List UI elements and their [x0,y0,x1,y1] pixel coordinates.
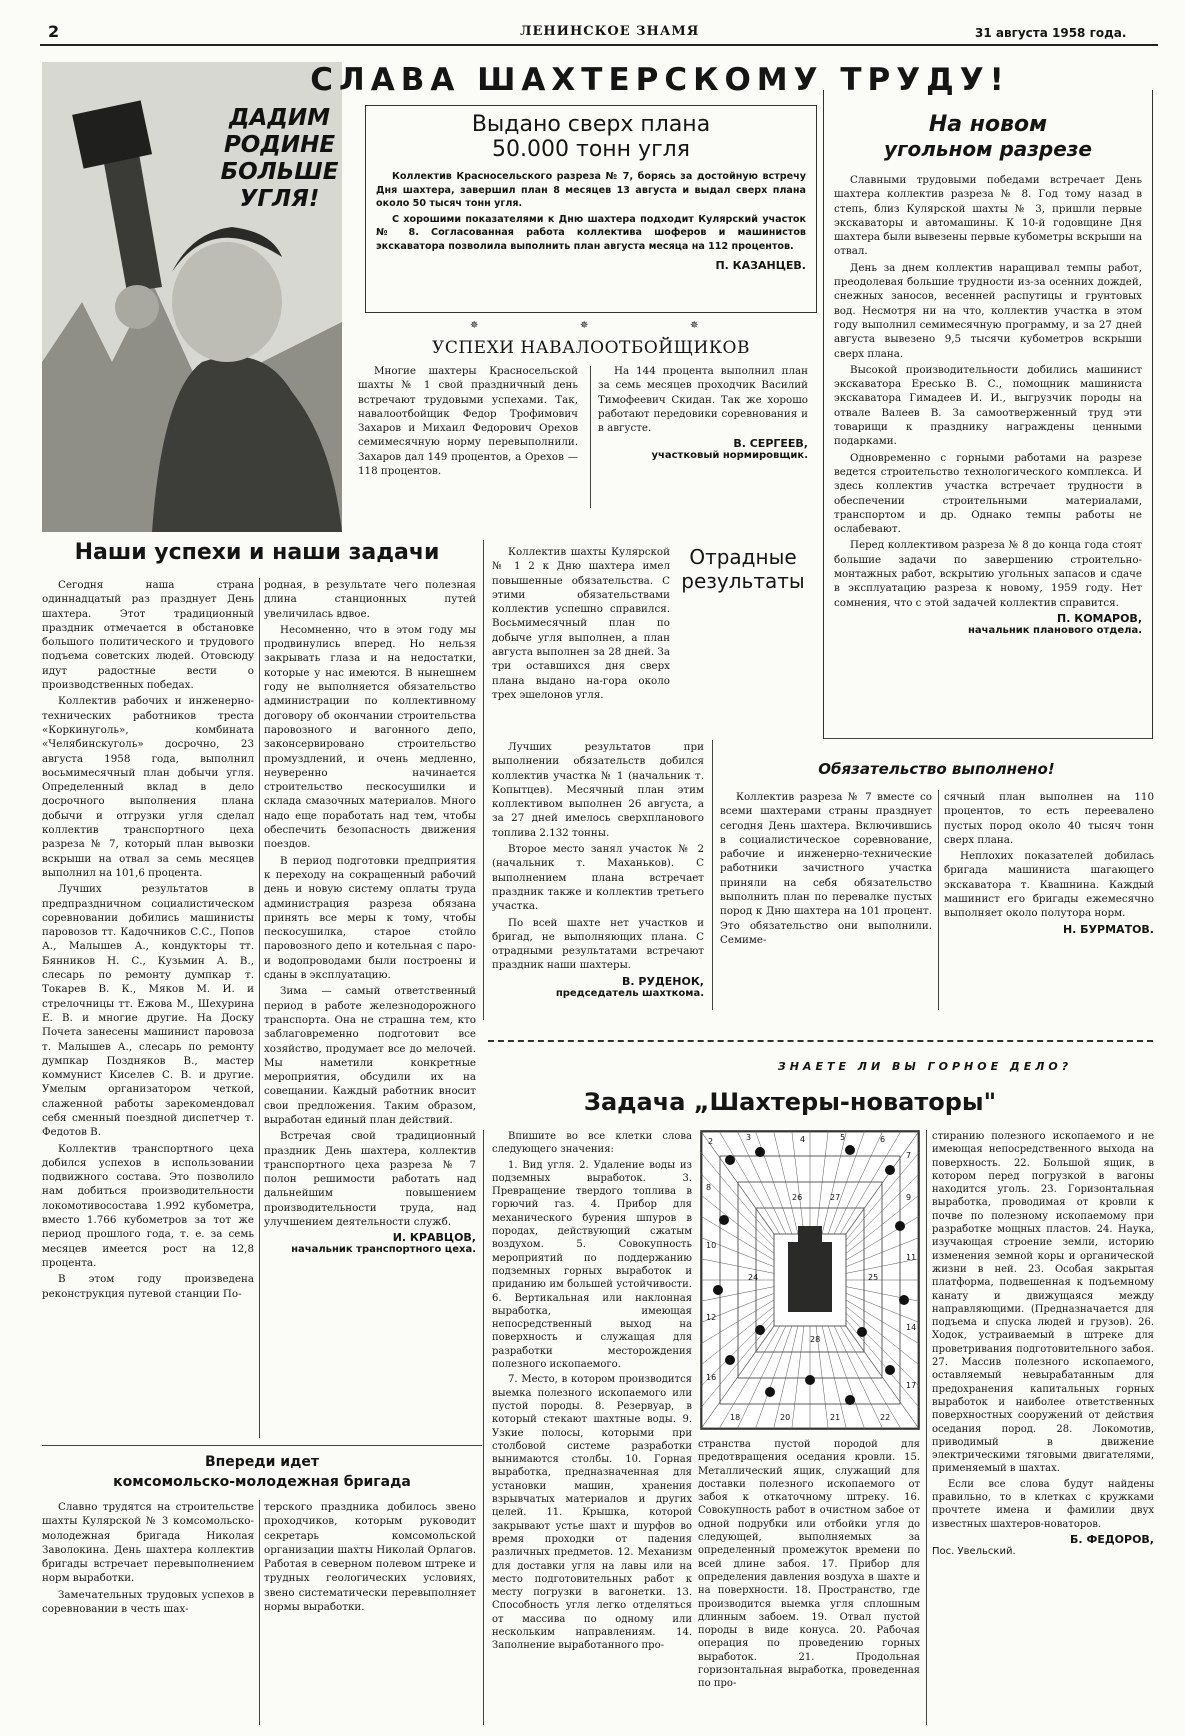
crossword-cell-number: 11 [906,1253,917,1262]
headframe-silhouette [788,1242,832,1312]
article-successes-col1 [42,578,254,1303]
article-successes-title: Наши успехи и наши задачи [74,540,440,565]
crossword-marked-cell [725,1355,735,1365]
star-separator: ✵ [690,320,699,331]
article-obligation-col1 [720,790,932,949]
crossword-cell-number: 16 [706,1373,717,1382]
article-successes-para: В этом году произведена реконструкция путевой станции По- [42,1273,254,1300]
crossword-cell-number: 28 [810,1335,821,1344]
crossword-cell-number: 7 [906,1151,912,1160]
column-rule [259,578,260,1438]
article-gratifying-signature: В. РУДЕНОК, [622,974,704,988]
article-obligation-text: Коллектив разреза № 7 вместе со всеми шахтерами страны празднует сегодня День шахтера. Включившись в социалистическое соревнование, рабочие и инженерно-технические работники зачистного участка приняли на себя обязательство выполнить план по перевалке пустых пород к Дню шахтера на 101 процент. Это обязательство они выполнили. Семиме- [720,791,932,946]
crossword-marked-cell [805,1375,815,1385]
crossword-marked-cell [845,1145,855,1155]
article-new-pit-title-2: угольном разрезе [884,137,1092,161]
crossword-cell-number: 2 [708,1137,714,1146]
article-gratifying-title-1: Отрадные [689,545,797,569]
crossword-drawing [700,1130,920,1430]
column-rule [938,790,939,1010]
crossword-cell-number: 25 [868,1273,879,1282]
puzzle-signature: Б. ФЕДОРОВ, [1070,1532,1154,1546]
headframe-top [798,1226,822,1244]
section-rule [42,1445,482,1446]
article-brigade-col2 [264,1500,476,1616]
article-new-pit-signature: П. КОМАРОВ, [1057,611,1142,625]
article-gratifying-body [492,740,704,999]
puzzle-col3 [932,1130,1154,1557]
article-brigade-title-2: комсомольско-молодежная бригада [113,1474,411,1490]
puzzle-clues: 7. Место, в котором производится выемка полезного ископаемого или пустой породы. 8. Резервуар, в который стекают шахтные воды. 9. Узкие полосы, которыми при столбовой системе разработки вынимаются столбы. 10. Горная выработка, предназначенная для установки машин, хранения взрывчатых материалов и других целей. 11. Крышка, которой закрывают устье шахт и шурфов во время проходки от падения различных предметов. 12. Механизм для доставки угля на лавы или на место подготовительных работ к месту погрузки в вагонетки. 13. Способность угля легко отделяться от массива по одному или нескольким направлениям. 14. Заполнение выработанного про- [492,1374,692,1652]
crossword-marked-cell [765,1387,775,1397]
slogan-line-1: ДАДИМ [229,105,330,131]
puzzle-col2 [698,1438,920,1693]
crossword-cell-number: 6 [880,1135,886,1144]
slogan-line-2: РОДИНЕ [223,132,336,158]
article-new-pit-para: День за днем коллектив наращивал темпы работ, преодолевая большие трудности из-за осенних дождей, снежных заносов, весенней распутицы и грунтовых вод. Несмотря ни на что, коллектив участка в этом году выполнил семимесячную программу, и за 27 дней августа вывезено 9,5 тысячи кубометров вскрыши сверх плана. [834,261,1142,360]
puzzle-signature-place: Пос. Увельский. [932,1545,1016,1557]
article-successes-para: Встречая свой традиционный праздник День шахтера, коллектив транспортного цеха разреза № 7 полон решимости работать над дальнейшим повышением производительности труда, над улучшением деятельности служб. [264,1130,476,1229]
column-rule [259,1500,260,1725]
crossword-marked-cell [899,1295,909,1305]
article-successes-para: Лучших результатов в предпраздничном социалистическом соревновании добились машинисты паровозов тт. Кадочников С.С., Попов А., Малышев А., кондукторы тт. Бянников Н. С., Кузьмин А. В., слесарь по ремонту думпкар т. Токарев В. К., Мяков М. И. и стрелочницы тт. Ежова М., Шехурина Е. В. и многие другие. На Доску Почета занесены машинист паровоза т. Малышев А., слесарь по ремонту думпкар Поздняков В., мастер коммунист Киселев С. В. и другие. Умелым организатором четкой, слаженной работы зарекомендовал себя сменный поездной диспетчер т. Федотов В. [42,883,254,1139]
article-overfulfilled-title-1: Выдано сверх плана [471,112,711,137]
puzzle-title: Задача „Шахтеры-новаторы" [583,1088,997,1116]
header-rule [40,44,1158,46]
puzzle-col1 [492,1130,692,1655]
article-brigade-col1 [42,1500,254,1618]
star-separator: ✵ [580,320,589,331]
crossword-cell-number: 22 [880,1413,891,1422]
issue-date: 31 августа 1958 года. [975,26,1127,40]
article-obligation-text: Неплохих показателей добилась бригада машиниста шагающего экскаватора т. Квашнина. Каждый машинист его бригады ежемесячно выполняет около полутора норм. [944,850,1154,920]
article-navaloot-signature: В. СЕРГЕЕВ, [733,437,808,451]
article-obligation-col2 [944,790,1154,936]
crossword-cell-number: 8 [706,1183,712,1192]
crossword-grid [700,1130,920,1430]
article-successes-col2 [264,578,476,1255]
puzzle-kicker: ЗНАЕТЕ ЛИ ВЫ ГОРНОЕ ДЕЛО? [777,1060,1073,1073]
article-navaloot-text: Многие шахтеры Красносельской шахты № 1 свой праздничный день встречают трудовыми успехами. Так, навалоотбойщик Федор Трофимович Захаров и Михаил Федорович Орехов семимесячную норму перевыполнили. Захаров дал 149 процентов, а Орехов — 118 процентов. [358,365,578,478]
article-successes-para: Коллектив транспортного цеха добился успехов в использовании подвижного состава. Это позволило нам добиться производительности локомотивосостава 1.992 кубометра, вместо 1.766 кубометров за тот же период прошлого года, т. е. за семь месяцев имеется рост на 12,8 процента. [42,1142,254,1269]
article-new-pit-para: Славными трудовыми победами встречает День шахтера коллектив разреза № 8. Год тому назад в степь, близ Кулярской шахты № 3, пришли первые экскаваторы и автомашины. К 10-й годовщине Дня шахтера были вывезены первые кубометры вскрыши на отвал. [834,174,1142,258]
crossword-cell-number: 24 [748,1273,759,1282]
article-obligation-title: Обязательство выполнено! [818,760,1055,778]
puzzle-clues: странства пустой породой для предотвращения оседания кровли. 15. Металлический ящик, служащий для доставки полезного ископаемого от забоя к откаточному штреку. 16. Совокупность работ в очистном забое от одной подрубки или отбойки угля до следующей, выполняемых за определенный промежуток времени по всей длине забоя. 17. Прибор для определения давления воздуха в шахте и на поверхности. 18. Пространство, где производится выемка угля сплошным длинным забоем. 19. Отвал пустой породы в виде конуса. 20. Рабочая операция по проведению горных выработок. 21. Продольная горизонтальная выработка, проведенная по про- [698,1439,920,1690]
article-gratifying [492,545,812,704]
crossword-marked-cell [885,1365,895,1375]
article-gratifying-para: По всей шахте нет участков и бригад, не выполняющих плана. С отрадными результатами встречают праздник наши шахтеры. [492,916,704,972]
crossword-cell-number: 12 [706,1313,717,1322]
article-new-pit [823,90,1153,738]
crossword-cell-number: 5 [840,1133,846,1142]
crossword-marked-cell [845,1395,855,1405]
crossword-cell-number: 14 [906,1323,917,1332]
article-successes-para: В период подготовки предприятия к переходу на сокращенный рабочий день и новую систему оплаты труда администрация разреза обязана принять все меры к тому, чтобы пескосушилка, старое стойло паровозного депо и котельная с паро- и водопроводами были построены и сданы в эксплуатацию. [264,854,476,982]
crossword-cell-number: 4 [800,1135,806,1144]
section-separator [488,1040,1153,1042]
article-new-pit-signature-title: начальник планового отдела. [967,624,1142,636]
article-successes-para: родная, в результате чего полезная длина станционных путей увеличилась вдвое. [264,579,476,620]
article-successes-signature-title: начальник транспортного цеха. [291,1244,476,1256]
article-successes-para: Зима — самый ответственный период в работе железнодорожного транспорта. Она не страшна тем, кто заблаговременно подготовит все хозяйство, продумает все до мелочей. Мы наметили конкретные мероприятия, обсудили их на совещании. Каждый работник вносит свои предложения. Таким образом, выработан единый план действий. [264,985,476,1126]
page-banner: СЛАВА ШАХТЕРСКОМУ ТРУДУ! [310,62,1010,98]
column-rule [712,740,713,1010]
slogan-line-4: УГЛЯ! [239,186,320,212]
page-number: 2 [48,22,60,41]
crossword-cell-number: 3 [746,1133,752,1142]
article-successes-para: Коллектив рабочих и инженерно-технических работников треста «Коркинуголь», комбината «Челябинскуголь» досрочно, 23 августа 1958 года, выполнил восьмимесячный план добычи угля. Определенный вклад в дело досрочного выполнения плана добычи и отгрузки угля сделал коллектив транспортного цеха разреза № 7, который план вывозки вскрыши на отвал за семь месяцев выполнил на 101,6 процента. [42,695,254,879]
article-successes-para: Несомненно, что в этом году мы продвинулись вперед. Но нельзя закрывать глаза и на недостатки, которые у нас имеются. В нынешнем году не выполняется обязательство администрации по коллективному договору об окончании строительства паровозного и вагонного депо, законсервировано строительство промуздлений, и очень медленно, неуверенно начинается строительство пескосушилки и склада смазочных материалов. Много надо еще поработать над тем, чтобы обеспечить безопасность движения поездов. [264,623,476,851]
article-new-pit-title-1: На новом [928,112,1048,137]
article-navaloot-col1 [358,364,578,480]
article-gratifying-lead: Коллектив шахты Кулярской № 1 2 к Дню шахтера имел повышенные обязательства. С этими обязательствами коллектив успешно справился. Восьмимесячный план по добыче угля выполнен, а план августа выполнен за 28 дней. За три оставшихся дня сверх плана выдано на-гора около трех эшелонов угля. [492,546,670,701]
crossword-cell-number: 10 [706,1241,717,1250]
article-navaloot-signature-title: участковый нормировщик. [651,450,808,462]
crossword-marked-cell [895,1221,905,1231]
crossword-cell-number: 21 [830,1413,841,1422]
article-overfulfilled-title-2: 50.000 тонн угля [492,137,690,162]
article-new-pit-para: Перед коллективом разреза № 8 до конца года стоят большие задачи по завершению строительно-монтажных работ, вскрытию угольных запасов и сдаче в эксплуатацию разреза к новому, 1959 году. Нет сомнения, что с этой задачей коллектив справится. [834,539,1142,609]
article-obligation-text: сячный план выполнен на 110 процентов, то есть переевалено пустых пород около 40 тысяч тонн сверх плана. [944,791,1154,846]
crossword-marked-cell [885,1165,895,1175]
article-brigade-para: Замечательных трудовых успехов в соревновании в честь шах- [42,1588,254,1616]
crossword-marked-cell [725,1155,735,1165]
article-brigade-para: терского праздника добилось звено проходчиков, которым руководит секретарь комсомольской организации шахты Николай Орлагов. Работая в северном полевом штреке и трудных геологических условиях, звено систематически перевыполняет нормы выработки. [264,1501,476,1614]
article-overfulfilled-para: С хорошими показателями к Дню шахтера подходит Кулярский участок № 8. Согласованная работа коллектива шоферов и машинистов экскаватора позволила выполнить план августа месяца на 112 процентов. [376,213,806,252]
article-successes-signature: И. КРАВЦОВ, [392,1231,476,1245]
crossword-marked-cell [719,1215,729,1225]
puzzle-note: Если все слова будут найдены правильно, то в клетках с кружками прочтете имена и фамилии двух известных шахтеров-новаторов. [932,1478,1154,1530]
poster-slogan [212,105,347,213]
column-rule [483,1130,484,1725]
star-separator: ✵ [470,320,479,331]
box-rule [823,738,1153,739]
crossword-cell-number: 18 [730,1413,741,1422]
masthead: ЛЕНИНСКОЕ ЗНАМЯ [520,24,700,39]
article-brigade-title-1: Впереди идет [204,1454,320,1470]
crossword-cell-number: 26 [792,1193,803,1202]
article-gratifying-signature-title: председатель шахткома. [555,987,704,999]
article-successes-para: Сегодня наша страна одиннадцатый раз празднует День шахтера. Этот традиционный праздник отмечается в обстановке большого политического и трудового подъема советских людей. Отовсюду идут радостные вести о производственных победах. [42,579,254,692]
article-navaloot-title: УСПЕХИ НАВАЛООТБОЙЩИКОВ [432,338,750,358]
article-brigade-title [42,1452,482,1492]
crossword-marked-cell [857,1327,867,1337]
slogan-line-3: БОЛЬШЕ [220,159,339,185]
article-obligation-signature: Н. БУРМАТОВ. [1062,922,1154,936]
column-rule [590,366,591,508]
crossword-cell-number: 27 [830,1193,841,1202]
article-gratifying-para: Лучших результатов при выполнении обязательств добился коллектив участка № 1 (начальник т. Копытцев). Месячный план этим коллективом выполнен 26 августа, а за 27 дней имелось сверхпланового топлива 2.132 тонны. [492,741,704,839]
column-rule [483,540,484,1020]
article-gratifying-para: Второе место занял участок № 2 (начальник т. Маханьков). С выполнением плана встречает праздник также и коллектив третьего участка. [492,843,704,913]
crossword-cell-number: 20 [780,1413,791,1422]
column-rule [926,1130,927,1725]
article-new-pit-para: Высокой производительности добились машинист экскаватора Ересько В. С., помощник машиниста экскаватора Гимадеев И. И., выгрузчик породы на отвале Валеев В. За самоотверженный труд эти товарищи к празднику награждены ценными подарками. [834,363,1142,448]
article-navaloot-text: На 144 процента выполнил план за семь месяцев проходчик Василий Тимофеевич Скидан. Так же хорошо работают передовики соревнования и в августе. [598,365,808,435]
crossword-marked-cell [755,1325,765,1335]
crossword-cell-number: 9 [906,1193,912,1202]
article-overfulfilled [365,105,817,313]
crossword-marked-cell [755,1147,765,1157]
article-navaloot-col2 [598,364,808,461]
article-overfulfilled-signature: П. КАЗАНЦЕВ. [715,259,806,272]
article-overfulfilled-para: Коллектив Красносельского разреза № 7, борясь за достойную встречу Дня шахтера, завершил план 8 месяцев 13 августа и выдал сверх плана около 50 тысяч тонн угля. [376,171,806,209]
puzzle-intro: Впишите во все клетки слова следующего значения: [492,1131,692,1156]
article-new-pit-para: Одновременно с горными работами на разрезе ведется строительство технологического комплекса. И здесь коллектив участка встречает трудности в обеспечении строительными материалами, транспортом и др. Однако темпы работы не ослабевают. [834,451,1142,536]
crossword-cell-number: 17 [906,1381,917,1390]
article-gratifying-title-2: результаты [681,569,805,593]
puzzle-clues: стиранию полезного ископаемого и не имеющая непосредственного выхода на поверхность. 22. Большой ящик, в котором перед погрузкой в вагоны находится уголь. 23. Горизонтальная выработка, проводимая от кровли к почве по полезному ископаемому при разработке мощных пластов. 24. Наука, изучающая строение земли, историю изменения земной коры и органической жизни в ней. 23. Особая закрытая платформа, подвешенная к подъемному канату и движущаяся между направляющими. (Предназначается для подъема и спуска людей и грузов). 26. Ходок, устраиваемый в штреке для проветривания подготовительного забоя. 27. Массив полезного ископаемого, оставляемый невырабатанным для предохранения капитальных горных выработок и наиболее ответственных поверхностных сооружений от действия оседания пород. 28. Локомотив, приводимый в движение электрическими тяговыми двигателями, применяемый в шахтах. [932,1131,1154,1475]
crossword-marked-cell [713,1285,723,1295]
puzzle-clues: 1. Вид угля. 2. Удаление воды из подземных выработок. 3. Превращение твердого топлива в горючий газ. 4. Прибор для механического бурения шпуров в породах, действующий сжатым воздухом. 5. Совокупность мероприятий по поддержанию подземных горных выработок и приданию им большей устойчивости. 6. Вертикальная или наклонная выработка, имеющая непосредственный выход на поверхность и служащая для разработки месторождения полезного ископаемого. [492,1159,692,1371]
article-brigade-para: Славно трудятся на строительстве шахты Кулярской № 3 комсомольско-молодежная бригада Николая Заволокина. День шахтера коллектив бригады встречает перевыполнением норм выработки. [42,1501,254,1585]
